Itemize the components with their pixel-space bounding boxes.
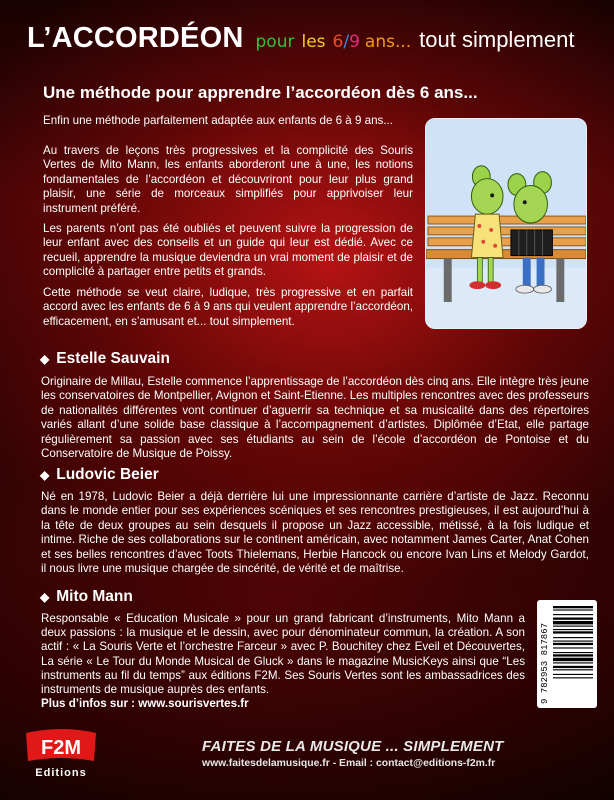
barcode-bars	[553, 606, 593, 678]
author-bio-mito	[41, 612, 525, 711]
diamond-bullet-icon: ◆	[40, 352, 50, 366]
author-heading-mito	[40, 588, 133, 606]
intro-heading: Une méthode pour apprendre l’accordéon dès 6 ans...	[43, 83, 478, 102]
footer-slogan: FAITES DE LA MUSIQUE ... SIMPLEMENT	[202, 738, 504, 755]
title-six: 6	[332, 32, 344, 52]
mice-on-bench-illustration	[425, 118, 587, 329]
f2m-editions-logo	[22, 727, 100, 781]
intro-paragraph-4: Cette méthode se veut claire, ludique, très progressive et en parfait accord avec les enfants de 6 à 9 ans qui veulent apprendre l’accordéon, efficacement, en s’amusant et... tout simplement.	[43, 286, 413, 328]
isbn-barcode	[537, 600, 597, 708]
intro-paragraph-3: Les parents n’ont pas été oubliés et peuvent suivre la progression de leur enfant avec des conseils et un guide qui leur est dédié. Avec ce recueil, apprendre la musique deviendra un vrai moment de plaisir et de complicité à partager entre petits et grands.	[43, 222, 413, 279]
footer-contact	[202, 758, 495, 769]
cover-title	[27, 22, 574, 55]
title-main: L’ACCORDÉON	[27, 22, 244, 54]
author-name-mito: Mito Mann	[56, 588, 133, 605]
footer-website-link[interactable]: www.faitesdelamusique.fr	[202, 758, 330, 769]
author-heading-ludovic	[40, 466, 159, 484]
logo-text: F2M	[41, 737, 81, 759]
author-bio-ludovic: Né en 1978, Ludovic Beier a déjà derrière lui une impressionnante carrière d’artiste de Jazz. Reconnu dans le monde entier pour ses expériences scéniques et ses rencontres prestigieuses, il est aujourd’hui à la tête de deux groupes au sein desquels il propose un Jazz accessible, métissé, à la fois ludique et intime. Riche de ses collaborations sur le continent américain, avec notamment James Carter, Anat Cohen et ses belles rencontres d’avec Toots Thielemans, Herbie Hancock ou encore Ivan Lins et Melody Gardot, il nous livre une musique chargée de sincérité, de vérité et de maîtrise.	[41, 490, 589, 576]
diamond-bullet-icon: ◆	[40, 468, 50, 482]
footer-email-label: - Email :	[329, 758, 377, 769]
logo-subtext: Editions	[35, 767, 87, 779]
illustration-drawing	[426, 119, 586, 328]
author-heading-estelle	[40, 350, 170, 368]
author-bio-mito-text: Responsable « Education Musicale » pour un grand fabricant d’instruments, Mito Mann a deux passions : la musique et le dessin, avec pour dénominateur commun, la création. A son actif : « La Souris Verte et l’orchestre Farceur » avec P. Bouchitey chez Eveil et Découvertes, La série « Le Tour du Monde Musical de Gluck » dans le magazine MusicKeys ainsi que “Les instruments au fil du temps” aux éditions F2M. Ses Souris Vertes sont les ambassadrices des instruments de musique auprès des enfants.	[41, 612, 525, 697]
intro-paragraph-1: Enfin une méthode parfaitement adaptée aux enfants de 6 à 9 ans...	[43, 114, 393, 127]
title-slash: /	[343, 32, 350, 52]
author-name-estelle: Estelle Sauvain	[56, 350, 170, 367]
author-bio-estelle: Originaire de Millau, Estelle commence l’apprentissage de l’accordéon dès cinq ans. Elle intègre très jeune les conservatoires de Montpellier, Avignon et Saint-Etienne. Les multiples rencontres avec des professeurs de nationalités différentes vont continuer d’aguerrir sa technique et sa musicalité dans des répertoires variés allant d’une solide base classique à l’accompagnement d’artistes. Diplômée d’Etat, elle partage régulièrement sa passion avec ses étudiants au sein de l’école d’accordéon de Pontoise et du Conservatoire de Musique de Poissy.	[41, 375, 589, 461]
title-tout-simplement: tout simplement	[419, 27, 575, 52]
intro-paragraph-2: Au travers de leçons très progressives et la complicité des Souris Vertes de Mito Mann, les enfants aborderont une à une, les notions fondamentales de l’accordéon et découvriront pour leur plus grand plaisir, une série de morceaux simplifiés pour apprivoiser leur instrument préféré.	[43, 144, 413, 215]
author-name-ludovic: Ludovic Beier	[56, 466, 159, 483]
website-line[interactable]: Plus d’infos sur : www.sourisvertes.fr	[41, 697, 249, 711]
diamond-bullet-icon: ◆	[40, 590, 50, 604]
title-les: les	[301, 32, 326, 52]
footer-email-link[interactable]: contact@editions-f2m.fr	[376, 758, 496, 769]
title-pour: pour	[255, 32, 295, 52]
barcode-number: 9 782953 817867	[540, 622, 550, 704]
barcode-graphic	[537, 600, 597, 708]
title-nine: 9	[349, 32, 360, 52]
f2m-logo-graphic	[22, 727, 100, 781]
title-ans: ans...	[364, 32, 412, 52]
